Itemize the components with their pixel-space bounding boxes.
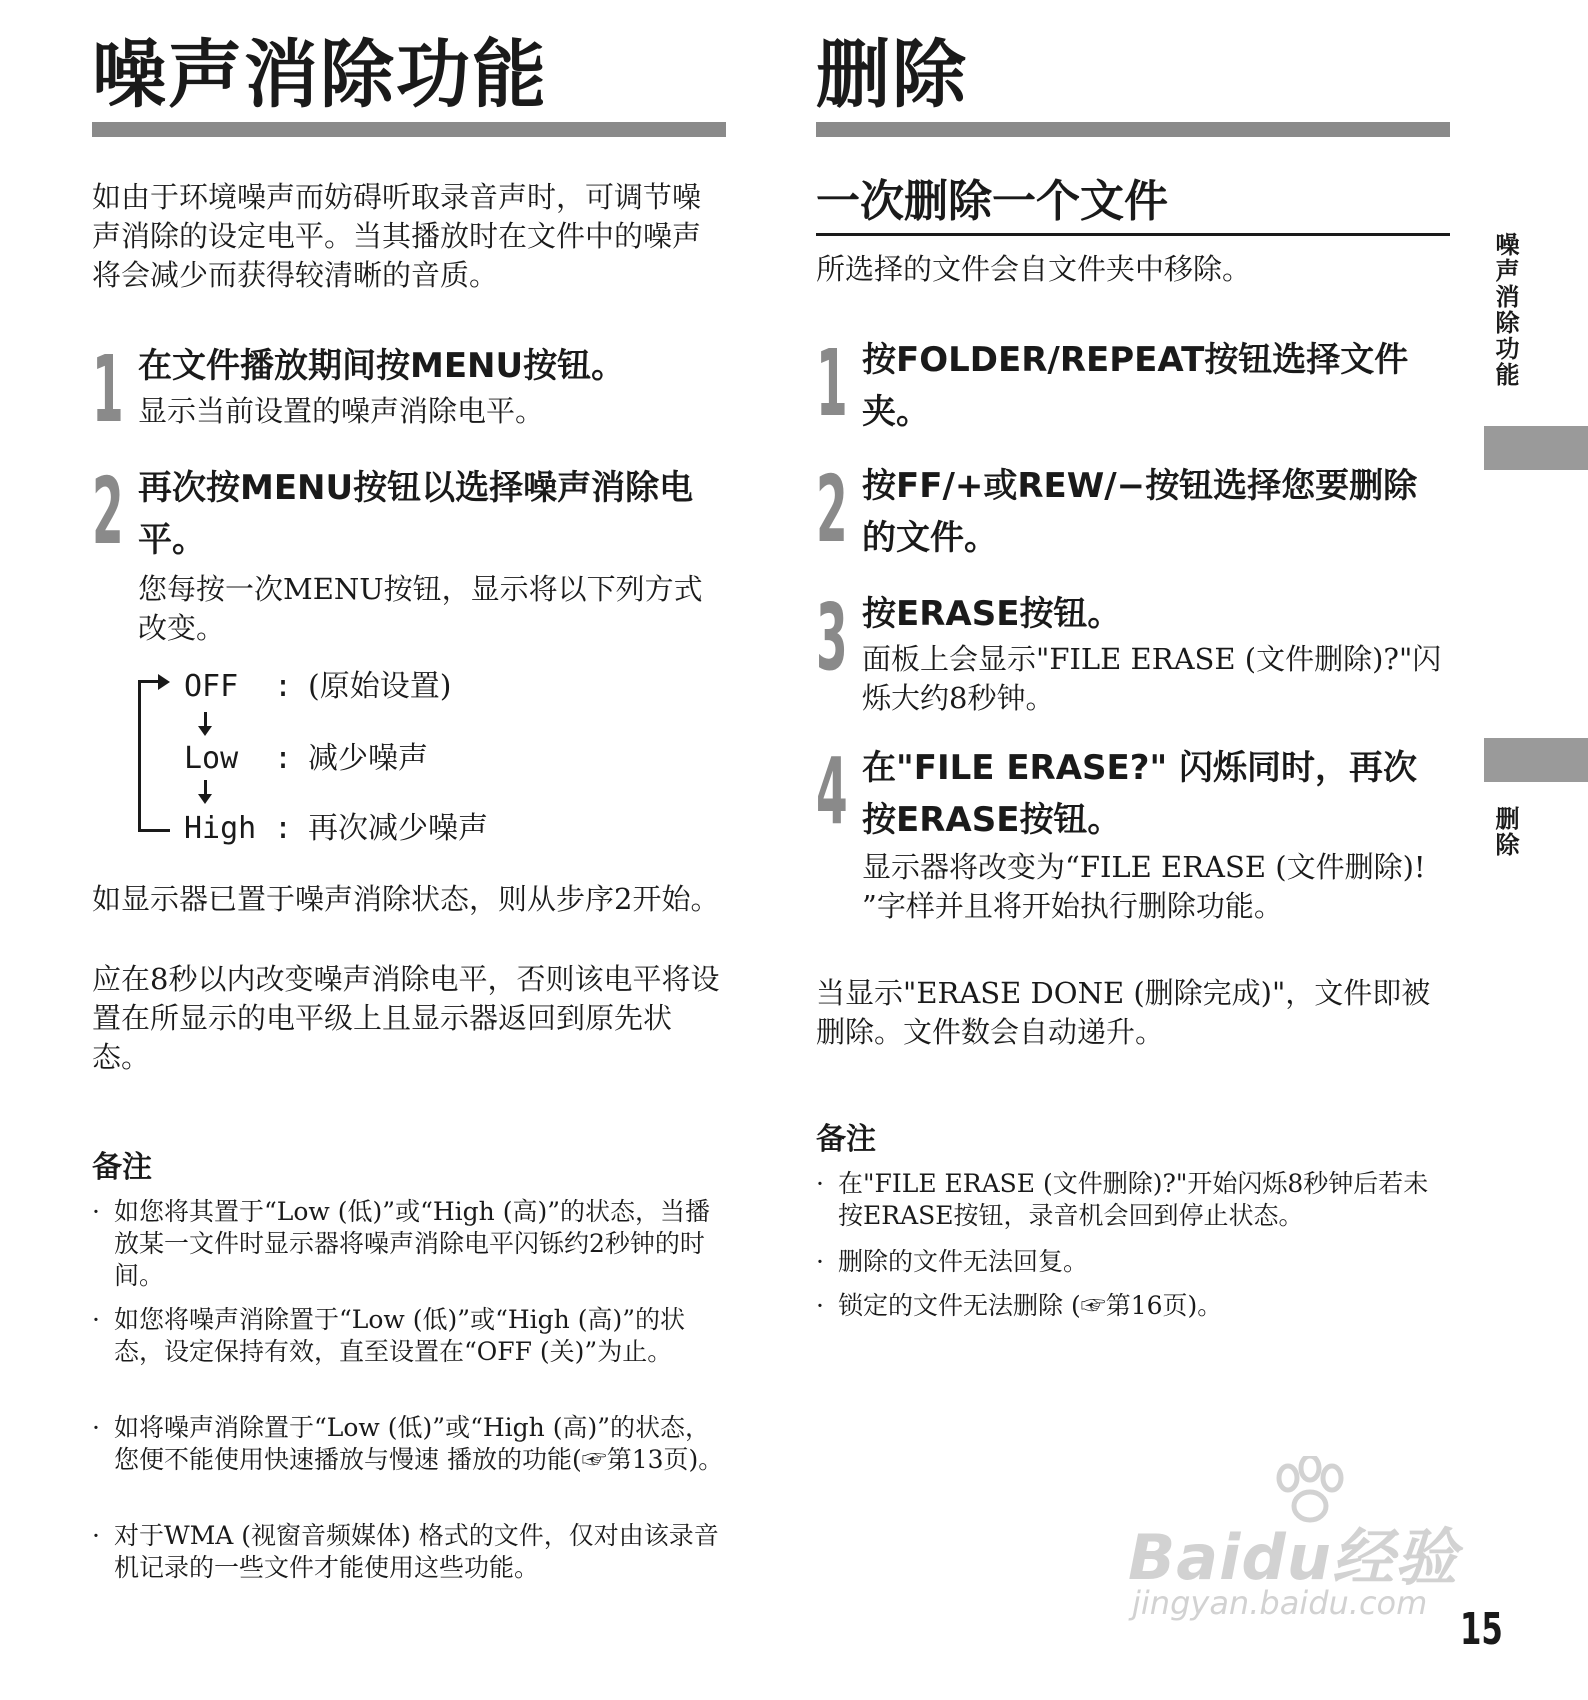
step-title: 再次按MENU按钮以选择噪声消除电平。: [138, 468, 694, 560]
note-item: · 锁定的文件无法删除 (☞第16页)。: [816, 1291, 1223, 1320]
step-number: 3: [816, 584, 848, 691]
title-bar: [92, 122, 726, 137]
page-title-erase: 删除: [816, 32, 968, 118]
cycle-line: [138, 680, 141, 832]
bullet: ·: [816, 1169, 824, 1198]
intro-paragraph: 所选择的文件会自文件夹中移除。: [816, 252, 1252, 286]
page-number: 15: [1460, 1604, 1503, 1655]
section-heading: 一次删除一个文件: [816, 176, 1168, 227]
bullet: ·: [816, 1247, 824, 1276]
flow-row-high: High : 再次减少噪声: [184, 811, 488, 846]
heading-rule: [816, 233, 1450, 236]
step-title: 按FOLDER/REPEAT按钮选择文件夹。: [862, 340, 1409, 432]
step-description: 显示器将改变为“FILE ERASE (文件删除)! ”字样并且将开始执行删除功能。: [862, 850, 1426, 923]
side-tab-marker: [1484, 426, 1588, 470]
note-item: · 如您将噪声消除置于“Low (低)”或“High (高)”的状态，设定保持有效，直至设置在“OFF (关)”为止。: [92, 1305, 685, 1366]
note-item: · 如将噪声消除置于“Low (低)”或“High (高)”的状态，您便不能使用快速播放与慢速 播放的功能(☞第13页)。: [92, 1413, 724, 1474]
cycle-line: [138, 680, 160, 683]
step-number: 2: [816, 456, 848, 563]
erase-done-paragraph: 当显示"ERASE DONE (删除完成)"，文件即被删除。文件数会自动递升。: [816, 976, 1431, 1049]
step-number: 1: [92, 336, 124, 443]
step-number: 4: [816, 738, 848, 845]
step-1: [816, 330, 1450, 437]
step-1: [92, 336, 726, 443]
step-title: 在"FILE ERASE?" 闪烁同时，再次按ERASE按钮。: [862, 748, 1418, 840]
step-2: [816, 456, 1450, 570]
timeout-paragraph: 应在8秒以内改变噪声消除电平，否则该电平将设置在所显示的电平级上且显示器返回到原先状态。: [92, 962, 720, 1074]
title-bar: [816, 122, 1450, 137]
bullet: ·: [92, 1413, 100, 1442]
intro-paragraph: 如由于环境噪声而妨碍听取录音声时，可调节噪声消除的设定电平。当其播放时在文件中的噪声将会减少而获得较清晰的音质。: [92, 180, 702, 292]
page-title-noise-cancel: 噪声消除功能: [92, 32, 548, 118]
step-description: 面板上会显示"FILE ERASE (文件删除)?"闪烁大约8秒钟。: [862, 642, 1442, 715]
side-tab-marker: [1484, 738, 1588, 782]
notes-heading: 备注: [92, 1150, 152, 1185]
bullet: ·: [816, 1291, 824, 1320]
step-number: 2: [92, 458, 124, 565]
step-description: 显示当前设置的噪声消除电平。: [138, 394, 545, 428]
step-number: 1: [816, 330, 848, 437]
down-arrow-icon: [204, 780, 207, 796]
step-description: 您每按一次MENU按钮，显示将以下列方式改变。: [138, 572, 703, 645]
bullet: ·: [92, 1521, 100, 1550]
cycle-line: [138, 829, 170, 832]
bullet: ·: [92, 1305, 100, 1334]
step-title: 按ERASE按钮。: [862, 594, 1122, 634]
note-item: · 如您将其置于“Low (低)”或“High (高)”的状态，当播放某一文件时显示器将噪声消除电平闪铄约2秒钟的时间。: [92, 1197, 710, 1290]
baidu-watermark: [1128, 1456, 1458, 1622]
note-item: · 在"FILE ERASE (文件删除)?"开始闪烁8秒钟后若未按ERASE按钮，录音机会回到停止状态。: [816, 1169, 1429, 1230]
notes-heading: 备注: [816, 1122, 876, 1157]
step-title: 在文件播放期间按MENU按钮。: [138, 346, 626, 386]
step-title: 按FF/+或REW/−按钮选择您要删除的文件。: [862, 466, 1418, 558]
noise-level-cycle-diagram: [138, 669, 726, 852]
down-arrow-icon: [204, 712, 207, 728]
watermark-url: jingyan.baidu.com: [1132, 1584, 1428, 1622]
right-arrow-icon: [158, 674, 170, 690]
side-tab-label-noise-cancel: 噪声消除功能: [1491, 232, 1519, 388]
flow-row-low: Low : 减少噪声: [184, 741, 428, 776]
step-2: [92, 458, 726, 645]
note-item: · 删除的文件无法回复。: [816, 1247, 1089, 1276]
after-flow-paragraph: 如显示器已置于噪声消除状态，则从步序2开始。: [92, 882, 720, 916]
watermark-text: Baidu经验: [1128, 1521, 1458, 1594]
flow-row-off: OFF : (原始设置): [184, 669, 452, 704]
bullet: ·: [92, 1197, 100, 1226]
side-tab-label-erase: 删除: [1491, 806, 1519, 858]
note-item: · 对于WMA (视窗音频媒体) 格式的文件，仅对由该录音机记录的一些文件才能使用这些功能。: [92, 1521, 719, 1582]
step-4: [816, 738, 1450, 923]
step-3: [816, 584, 1450, 718]
